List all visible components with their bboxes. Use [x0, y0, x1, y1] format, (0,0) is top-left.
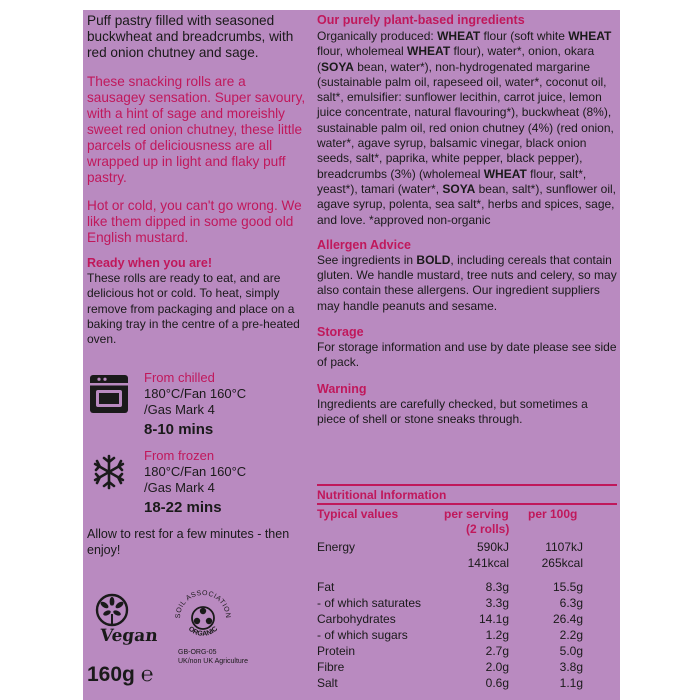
nutrition-label: - of which saturates: [317, 596, 422, 610]
nutrition-row: [317, 644, 583, 660]
nutrition-label: Energy: [317, 540, 356, 554]
svg-text:SOIL ASSOCIATION: [175, 590, 231, 619]
warning-text: Ingredients are carefully checked, but sometimes a piece of shell or stone sneaks through.: [317, 396, 588, 426]
nutrition-serving-value: 14.1g: [478, 612, 509, 626]
nutrition-top-rule: [317, 484, 617, 486]
nutrition-col-serving-sub: (2 rolls): [466, 522, 510, 536]
nutrition-row: [317, 596, 583, 612]
ingredient-allergen-word: WHEAT: [568, 29, 612, 43]
nutrition-col-serving: per serving: [444, 507, 509, 521]
allergen-text: [317, 253, 617, 314]
left-column: [87, 13, 307, 347]
nutrition-serving-value: 2.7g: [485, 644, 509, 658]
ingredient-text: flour (soft white: [480, 29, 569, 43]
nutrition-serving-value: 2.0g: [485, 660, 509, 674]
allergen-text: See ingredients in: [317, 252, 417, 267]
cook-chilled: [87, 370, 307, 440]
svg-text:ORGANIC: [187, 626, 219, 638]
nutrition-serving-value: 590kJ: [476, 540, 509, 554]
nutrition-row: [317, 572, 583, 596]
nutrition-label: Salt: [317, 676, 338, 690]
nutrition-row: [317, 660, 583, 676]
nutrition-label: Fat: [317, 580, 335, 594]
vegan-logo-text: Vegan: [98, 626, 159, 646]
nutrition-col-100g: per 100g: [528, 507, 578, 521]
oven-icon: [87, 372, 131, 416]
nutrition-per100-value: 26.4g: [552, 612, 583, 626]
nutrition-per100-value: 2.2g: [559, 628, 583, 642]
nutrition-label: Fibre: [317, 660, 345, 674]
snowflake-icon: [87, 450, 131, 494]
allergen-allergen-word: BOLD: [416, 252, 451, 267]
ingredients-list: [317, 29, 617, 228]
nutrition-row: [317, 612, 583, 628]
pack-weight: 160g ℮: [87, 663, 154, 686]
nutrition-per100-value: 1.1g: [559, 676, 583, 690]
nutrition-per100-value: 5.0g: [559, 644, 583, 658]
ingredient-text: bean, salt*), sunflower oil, agave syrup, polenta, sea salt*, herbs and spices, sage, and love. *approved non-organic: [317, 181, 617, 227]
cert-origin: UK/non UK Agriculture: [178, 658, 249, 665]
ingredient-text: flour, wholemeal: [317, 44, 408, 59]
storage-heading: Storage: [317, 325, 364, 340]
cook-chilled-mode: From chilled: [144, 370, 215, 385]
nutrition-col-label: Typical values: [317, 507, 399, 521]
ingredient-allergen-word: SOYA: [321, 59, 354, 74]
nutrition-header-rule: [317, 503, 617, 505]
rest-text: Allow to rest for a few minutes - then enjoy!: [87, 527, 290, 557]
cert-code: GB-ORG-05: [178, 649, 217, 656]
nutrition-row: [317, 540, 583, 556]
soil-association-logo: [172, 588, 234, 648]
nutrition-row: [317, 628, 583, 644]
nutrition-label: Carbohydrates: [317, 612, 396, 626]
warning-heading: Warning: [317, 381, 367, 396]
nutrition-per100-value: 1107kJ: [545, 540, 583, 554]
nutrition-serving-value: 0.6g: [485, 676, 509, 690]
cook-frozen-temp: 180°C/Fan 160°C: [144, 464, 247, 479]
nutrition-label: [317, 556, 445, 572]
ingredient-allergen-word: WHEAT: [407, 44, 451, 59]
ingredient-text: bean, water*), non-hydrogenated margarine (sustainable palm oil, rapeseed oil, water*, coconut oil, salt*, emulsifier: sunflower lecithin, carrot juice, lemon juice concentrate, natural flavouring*), buckwheat (8%), sustainable palm oil, red onion chutney (4%) (red onion, water*, agave syrup, balsamic vinegar, black onion seeds, salt*, paprika, white pepper, black pepper), breadcrumbs (3%) (wholemeal: [317, 59, 614, 181]
nutrition-label: - of which sugars: [317, 628, 408, 642]
ingredient-allergen-word: SOYA: [442, 181, 476, 196]
storage-text: For storage information and use by date please see side of pack.: [317, 340, 617, 370]
cook-frozen: [87, 448, 307, 518]
product-description: These snacking rolls are a sausagey sensation. Super savoury, with a hint of sage and moreishly sweet red onion chutney, these little parcels of deliciousness are all wrapped up in light and flaky puff pastry.: [87, 74, 306, 185]
cook-chilled-text: [144, 370, 246, 440]
nutrition-heading: Nutritional Information: [317, 488, 447, 502]
nutrition-row: [317, 676, 583, 692]
nutrition-serving-value: 141kcal: [467, 556, 509, 570]
ingredient-allergen-word: WHEAT: [437, 29, 481, 43]
nutrition-per100-value: 3.8g: [559, 660, 583, 674]
right-column: [317, 13, 617, 427]
certification-text: [178, 648, 248, 666]
nutrition-serving-value: 1.2g: [485, 628, 509, 642]
vegan-logo: [86, 592, 158, 652]
ingredient-text: flour), water*, onion, okara (: [317, 44, 595, 74]
ingredients-heading: Our purely plant-based ingredients: [317, 13, 525, 27]
soil-logo-bottom-text: ORGANIC: [186, 625, 220, 638]
soil-logo-top-text: SOIL ASSOCIATION: [174, 589, 232, 619]
cook-frozen-time: 18-22 mins: [144, 499, 222, 516]
allergen-heading: Allergen Advice: [317, 237, 412, 252]
allergen-text: , including cereals that contain gluten. We handle mustard, tree nuts and celery, so may also contain these allergens. Our ingredient suppliers may handle peanuts and sesame.: [317, 252, 617, 313]
nutrition-serving-value: 3.3g: [485, 596, 509, 610]
nutrition-table: [317, 540, 583, 692]
ingredient-text: flour, salt*, yeast*), tamari (water*,: [317, 166, 587, 196]
ready-body: These rolls are ready to eat, and are delicious hot or cold. To heat, simply remove from packaging and place on a baking tray in the centre of a pre-heated oven.: [87, 271, 300, 347]
cook-frozen-mode: From frozen: [144, 448, 215, 463]
product-intro: Puff pastry filled with seasoned buckwheat and breadcrumbs, with red onion chutney and sage.: [87, 13, 294, 60]
nutrition-serving-value: 8.3g: [485, 580, 509, 594]
nutrition-per100-value: 265kcal: [541, 556, 583, 570]
cook-chilled-gas: /Gas Mark 4: [144, 402, 215, 417]
nutrition-row: [317, 556, 583, 572]
cook-frozen-gas: /Gas Mark 4: [144, 480, 215, 495]
cook-frozen-text: [144, 448, 246, 518]
hot-cold-text: Hot or cold, you can't go wrong. We like them dipped in some good old English mustard.: [87, 198, 302, 245]
ingredient-text: Organically produced:: [317, 29, 438, 43]
cook-chilled-temp: 180°C/Fan 160°C: [144, 386, 247, 401]
ingredient-allergen-word: WHEAT: [483, 166, 527, 181]
cook-chilled-time: 8-10 mins: [144, 421, 214, 438]
nutrition-per100-value: 15.5g: [552, 580, 583, 594]
nutrition-label: Protein: [317, 644, 356, 658]
ready-heading: Ready when you are!: [87, 256, 213, 270]
nutrition-per100-value: 6.3g: [559, 596, 583, 610]
